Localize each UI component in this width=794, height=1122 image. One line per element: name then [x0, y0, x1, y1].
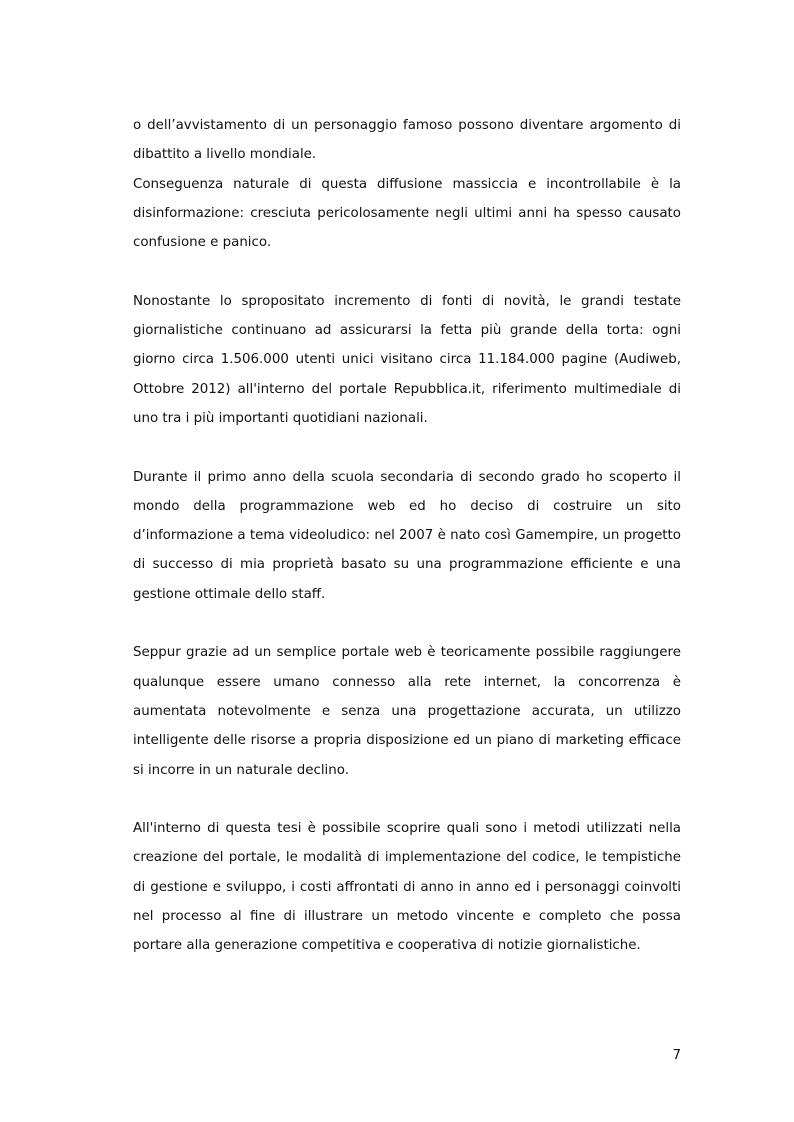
body-text — [133, 111, 681, 961]
paragraph-3: Nonostante lo spropositato incremento di fonti di novità, le grandi testate giornalistiche continuano ad assicurarsi la fetta più grande della torta: ogni giorno circa 1.506.000 utenti unici visitano circa 11.184.000 pagine (Audiweb, Ottobre 2012) all'interno del portale Repubblica.it, riferimento multimediale di uno tra i più importanti quotidiani nazionali. — [133, 293, 681, 426]
paragraph-5: Seppur grazie ad un semplice portale web è teoricamente possibile raggiungere qualunque essere umano connesso alla rete internet, la concorrenza è aumentata notevolmente e senza una progettazione accurata, un utilizzo intelligente delle risorse a propria disposizione ed un piano di marketing efficace si incorre in un naturale declino. — [133, 645, 681, 778]
paragraph-1: o dell’avvistamento di un personaggio famoso possono diventare argomento di dibattito a livello mondiale. — [133, 118, 681, 163]
paragraph-gap — [133, 785, 681, 814]
paragraph-gap — [133, 609, 681, 638]
paragraph-gap — [133, 433, 681, 462]
paragraph-gap — [133, 257, 681, 286]
page-number: 7 — [672, 1048, 681, 1063]
paragraph-6: All'interno di questa tesi è possibile scoprire quali sono i metodi utilizzati nella creazione del portale, le modalità di implementazione del codice, le tempistiche di gestione e sviluppo, i costi affrontati di anno in anno ed i personaggi coinvolti nel processo al fine di illustrare un metodo vincente e completo che possa portare alla generazione competitiva e cooperativa di notizie giornalistiche. — [133, 821, 681, 954]
paragraph-4: Durante il primo anno della scuola secondaria di secondo grado ho scoperto il mondo della programmazione web ed ho deciso di costruire un sito d’informazione a tema videoludico: nel 2007 è nato così Gamempire, un progetto di successo di mia proprietà basato su una programmazione efficiente e una gestione ottimale dello staff. — [133, 469, 681, 602]
paragraph-2: Conseguenza naturale di questa diffusione massiccia e incontrollabile è la disinformazione: cresciuta pericolosamente negli ultimi anni ha spesso causato confusione e panico. — [133, 176, 681, 251]
